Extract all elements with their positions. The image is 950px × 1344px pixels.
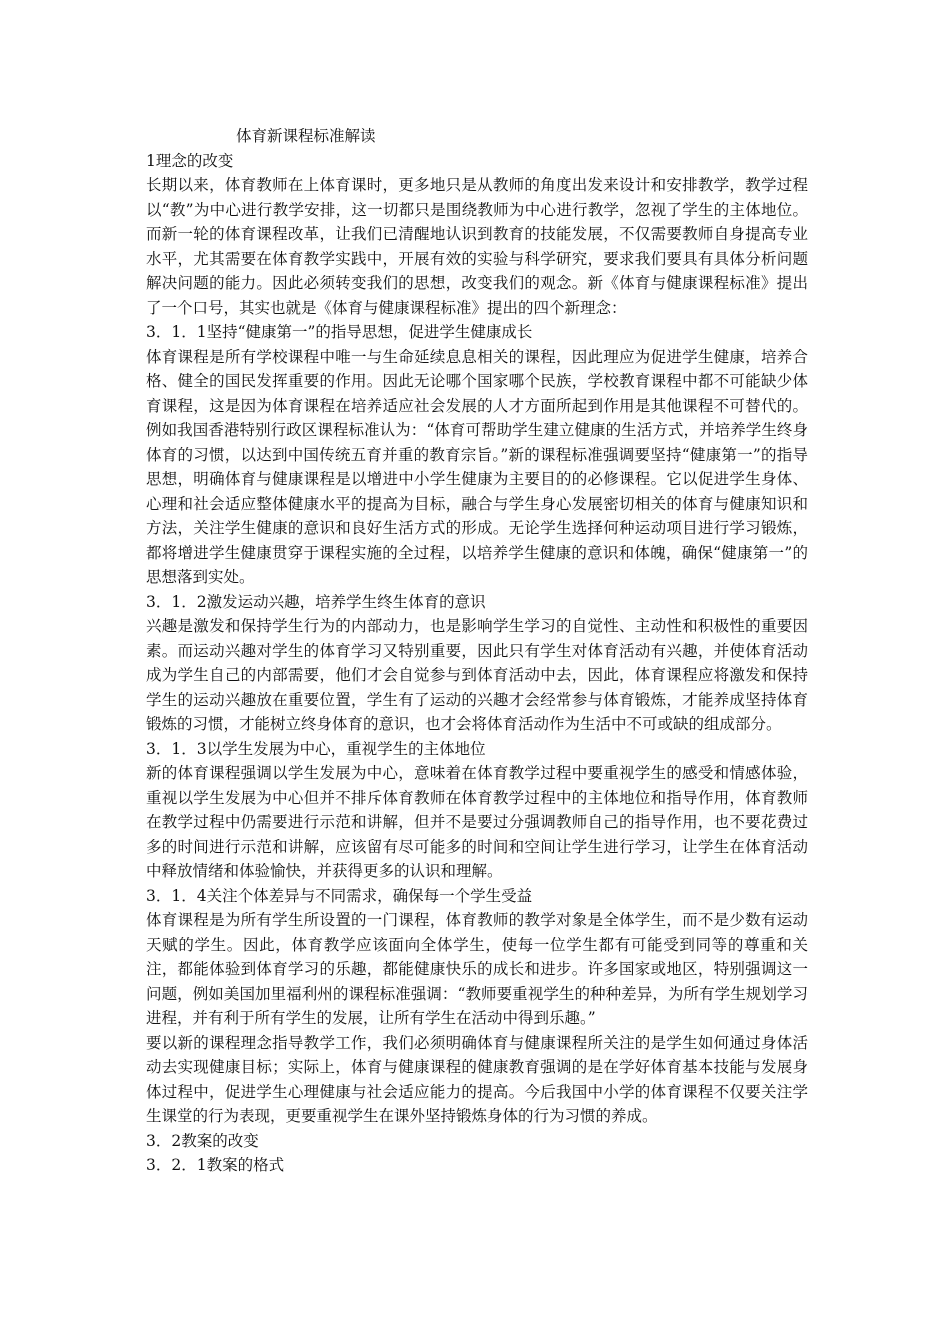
- section-heading: 3．1．2激发运动兴趣，培养学生终生体育的意识: [146, 592, 486, 611]
- document-page: [146, 124, 808, 1178]
- paragraph: 要以新的课程理念指导教学工作，我们必须明确体育与健康课程所关注的是学生如何通过身体活动去实现健康目标；实际上，体育与健康课程的健康教育强调的是在学好体育基本技能与发展身体过程中，促进学生心理健康与社会适应能力的提高。今后我国中小学的体育课程不仅要关注学生课堂的行为表现，更要重视学生在课外坚持锻炼身体的行为习惯的养成。: [146, 1033, 808, 1125]
- paragraph: 体育课程是为所有学生所设置的一门课程，体育教师的教学对象是全体学生，而不是少数有运动天赋的学生。因此，体育教学应该面向全体学生，使每一位学生都有可能受到同等的尊重和关注，都能体验到体育学习的乐趣，都能健康快乐的成长和进步。许多国家或地区，特别强调这一问题，例如美国加里福利州的课程标准强调：“教师要重视学生的种种差异，为所有学生规划学习进程，并有利于所有学生的发展，让所有学生在活动中得到乐趣。”: [146, 911, 808, 1027]
- section-heading: 3．1．1坚持“健康第一”的指导思想，促进学生健康成长: [146, 323, 533, 341]
- section-heading: 3．2．1教案的格式: [146, 1156, 285, 1174]
- document-body: [146, 149, 808, 1178]
- paragraph: 长期以来，体育教师在上体育课时，更多地只是从教师的角度出发来设计和安排教学，教学过程以“教”为中心进行教学安排，这一切都只是围绕教师为中心进行教学，忽视了学生的主体地位。而新一轮的体育课程改革，让我们已清醒地认识到教育的技能发展，不仅需要教师自身提高专业水平，尤其需要在体育教学实践中，开展有效的实验与科学研究，要求我们要具有具体分析问题解决问题的能力。因此必须转变我们的思想，改变我们的观念。新《体育与健康课程标准》提出了一个口号，其实也就是《体育与健康课程标准》提出的四个新理念：: [146, 176, 808, 317]
- section-heading: 3．1．4关注个体差异与不同需求，确保每一个学生受益: [146, 886, 533, 905]
- section-heading: 1理念的改变: [146, 151, 234, 170]
- paragraph: 体育课程是所有学校课程中唯一与生命延续息息相关的课程，因此理应为促进学生健康，培养合格、健全的国民发挥重要的作用。因此无论哪个国家哪个民族，学校教育课程中都不可能缺少体育课程，这是因为体育课程在培养适应社会发展的人才方面所起到作用是其他课程不可替代的。例如我国香港特别行政区课程标准认为：“体育可帮助学生建立健康的生活方式，并培养学生终身体育的习惯，以达到中国传统五育并重的教育宗旨。”新的课程标准强调要坚持“健康第一”的指导思想，明确体育与健康课程是以增进中小学生健康为主要目的的必修课程。它以促进学生身体、心理和社会适应整体健康水平的提高为目标，融合与学生身心发展密切相关的体育与健康知识和方法，关注学生健康的意识和良好生活方式的形成。无论学生选择何种运动项目进行学习锻炼，都将增进学生健康贯穿于课程实施的全过程，以培养学生健康的意识和体魄，确保“健康第一”的思想落到实处。: [146, 347, 808, 586]
- paragraph: 兴趣是激发和保持学生行为的内部动力，也是影响学生学习的自觉性、主动性和积极性的重要因素。而运动兴趣对学生的体育学习又特别重要，因此只有学生对体育活动有兴趣，并使体育活动成为学生自己的内部需要，他们才会自觉参与到体育活动中去，因此，体育课程应将激发和保持学生的运动兴趣放在重要位置，学生有了运动的兴趣才会经常参与体育锻炼，才能养成坚持体育锻炼的习惯，才能树立终身体育的意识，也才会将体育活动作为生活中不可或缺的组成部分。: [146, 617, 808, 733]
- section-heading: 3．2教案的改变: [146, 1131, 259, 1150]
- paragraph: 新的体育课程强调以学生发展为中心，意味着在体育教学过程中要重视学生的感受和情感体验，重视以学生发展为中心但并不排斥体育教师在体育教学过程中的主体地位和指导作用，体育教师在教学过程中仍需要进行示范和讲解，但并不是要过分强调教师自己的指导作用，也不要花费过多的时间进行示范和讲解，应该留有尽可能多的时间和空间让学生进行学习，让学生在体育活动中释放情绪和体验愉快，并获得更多的认识和理解。: [146, 764, 808, 880]
- document-title: 体育新课程标准解读: [236, 127, 376, 145]
- section-heading: 3．1．3以学生发展为中心，重视学生的主体地位: [146, 739, 486, 758]
